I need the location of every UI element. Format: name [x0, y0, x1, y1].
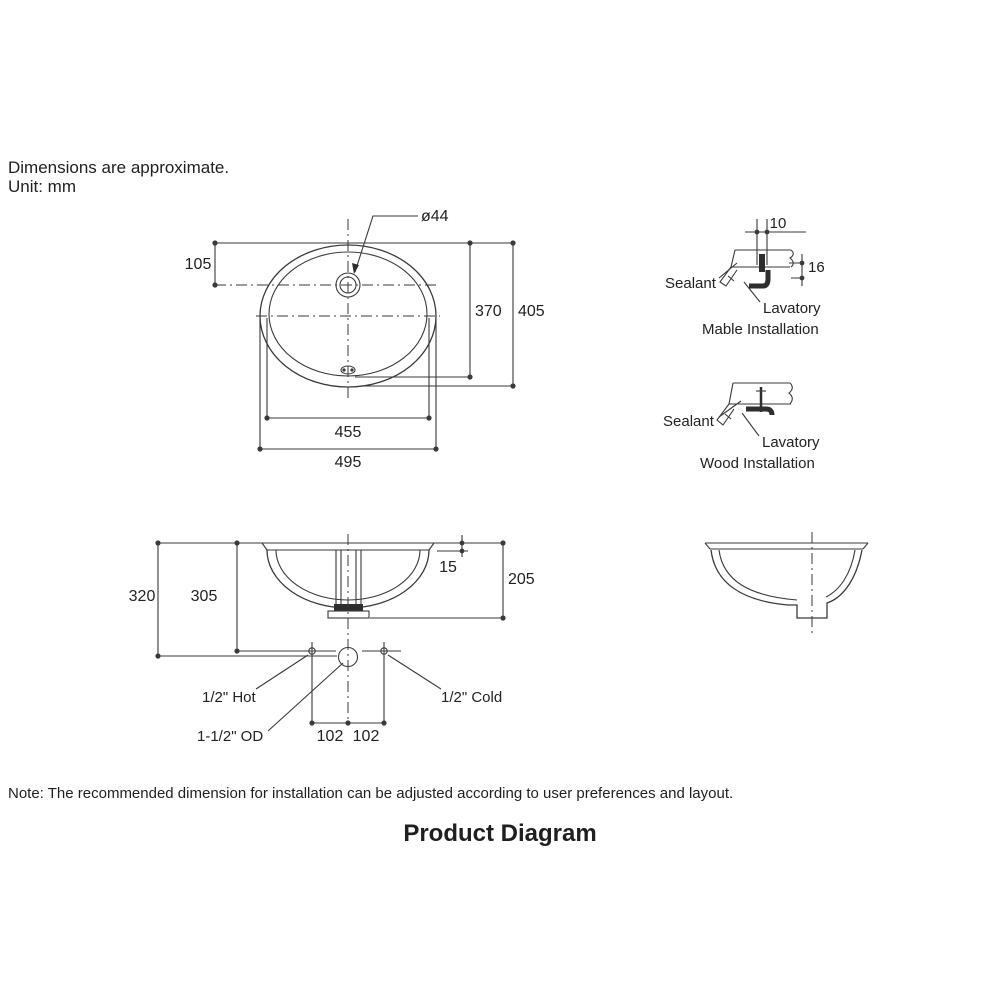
front-view	[129, 534, 535, 745]
overflow-hole-mark	[350, 368, 353, 371]
dim-endpoint-dot	[755, 230, 760, 235]
dim-endpoint-dot	[500, 615, 505, 620]
mounting-clip	[759, 254, 765, 272]
dimensions-approximate-line: Dimensions are approximate.	[8, 158, 230, 177]
dim-495-label: 495	[334, 454, 362, 471]
dim-320-label: 320	[128, 588, 156, 605]
dim-endpoint-dot	[264, 415, 269, 420]
dim-endpoint-dot	[800, 276, 805, 281]
dim-endpoint-dot	[460, 541, 465, 546]
dim-endpoint-dot	[510, 240, 515, 245]
dim-endpoint-dot	[510, 383, 515, 388]
wood-leader-lines	[719, 401, 759, 436]
dim-endpoint-dot	[433, 446, 438, 451]
side-bowl-outer	[711, 550, 862, 618]
faucet-diameter-label: ø44	[421, 208, 449, 225]
marble-leader-lines	[719, 263, 760, 302]
dim-endpoint-dot	[309, 720, 314, 725]
wood-lavatory-label: Lavatory	[762, 434, 820, 451]
marble-sealant-label: Sealant	[665, 275, 716, 292]
dim-endpoint-dot	[234, 648, 239, 653]
side-view	[705, 532, 868, 634]
note-text: Note: The recommended dimension for installation can be adjusted according to user preferences and layout.	[8, 785, 734, 802]
dim-endpoint-dot	[381, 720, 386, 725]
hot-supply-label: 1/2" Hot	[202, 689, 256, 706]
dim-endpoint-dot	[800, 261, 805, 266]
top-view	[185, 208, 545, 471]
dim-endpoint-dot	[467, 374, 472, 379]
dim-endpoint-dot	[345, 720, 350, 725]
unit-line: Unit: mm	[8, 177, 76, 196]
dim-endpoint-dot	[460, 549, 465, 554]
wood-installation-caption: Wood Installation	[700, 455, 815, 472]
faucet-callout-arrowhead	[352, 263, 359, 274]
marble-dim-10-label: 10	[769, 215, 787, 232]
dim-405-label: 405	[518, 303, 545, 320]
header-text	[8, 158, 229, 196]
dim-102-right-label: 102	[352, 728, 380, 745]
dim-15-label: 15	[439, 559, 457, 576]
dim-455-label: 455	[334, 424, 362, 441]
marble-dim-16-label: 16	[808, 259, 825, 276]
page-title: Product Diagram	[403, 820, 597, 847]
top-view-dimension-lines	[215, 243, 513, 449]
wood-installation-detail	[663, 383, 820, 472]
wood-lavatory-rim	[717, 404, 734, 425]
dim-endpoint-dot	[155, 653, 160, 658]
dim-endpoint-dot	[155, 540, 160, 545]
clip-hook	[749, 270, 768, 286]
dim-102-left-label: 102	[316, 728, 344, 745]
dim-endpoint-dot	[257, 446, 262, 451]
dim-305-label: 305	[190, 588, 218, 605]
overflow-hole-mark	[342, 368, 345, 371]
dim-endpoint-dot	[212, 240, 217, 245]
dim-105-label: 105	[184, 256, 212, 273]
cold-supply-label: 1/2" Cold	[441, 689, 503, 706]
drain-od-label: 1-1/2" OD	[197, 728, 264, 745]
faucet-callout-leader	[355, 216, 418, 272]
marble-lavatory-label: Lavatory	[763, 300, 821, 317]
dim-endpoint-dot	[234, 540, 239, 545]
counter-and-rim	[159, 543, 503, 550]
dim-370-label: 370	[475, 303, 502, 320]
dim-205-label: 205	[508, 571, 535, 588]
side-rim	[705, 543, 868, 549]
wood-sealant-label: Sealant	[663, 413, 714, 430]
dim-endpoint-dot	[426, 415, 431, 420]
dim-endpoint-dot	[467, 240, 472, 245]
dim-endpoint-dot	[212, 282, 217, 287]
dim-endpoint-dot	[500, 540, 505, 545]
marble-installation-detail	[665, 215, 825, 338]
screw-hook	[746, 409, 772, 415]
marble-installation-caption: Mable Installation	[702, 321, 819, 338]
